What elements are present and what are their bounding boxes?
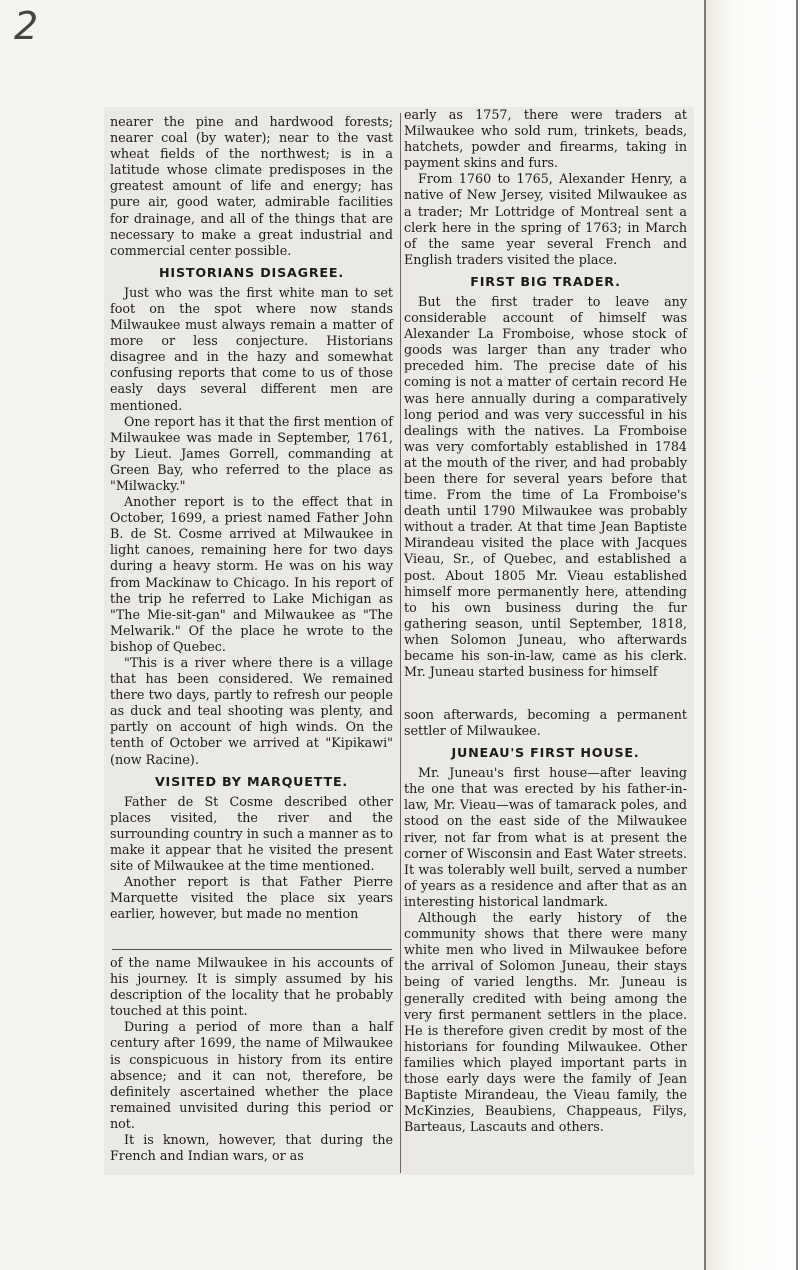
- paragraph: From 1760 to 1765, Alexander Henry, a native of New Jersey, visited Milwaukee as a trader; Mr Lottridge of Montreal sent a clerk here in the spring of 1763; in March of the same year several French and English traders visited the place.: [404, 171, 687, 267]
- newspaper-clipping: [104, 107, 694, 1175]
- paragraph: soon afterwards, becoming a permanent settler of Milwaukee.: [404, 707, 687, 739]
- heading-visited-by-marquette: VISITED BY MARQUETTE.: [154, 773, 349, 789]
- paragraph: of the name Milwaukee in his accounts of his journey. It is simply assumed by his description of the locality that he probably touched at this point.: [110, 955, 393, 1019]
- page-edge-line-right: [796, 0, 798, 1270]
- paragraph: During a period of more than a half century after 1699, the name of Milwaukee is conspicuous in history from its entire absence; and it can not, therefore, be definitely ascertained whether the place remained unvisited during this period or not.: [110, 1019, 393, 1131]
- left-column: [110, 114, 393, 922]
- left-intro-paragraph: nearer the pine and hardwood forests; nearer coal (by water); near to the vast wheat fields of the northwest; is in a latitude whose climate predisposes in the greatest amount of life and energy; has pure air, good water, admirable facilities for drainage, and all of the things that are necessary to make a great industrial and commercial center possible.: [110, 114, 393, 258]
- left-lower-block: [110, 955, 393, 1164]
- paragraph: But the first trader to leave any considerable account of himself was Alexander La Fromboise, whose stock of goods was larger than any trader who preceded him. The precise date of his coming is not a matter of certain record He was here annually during a comparatively long period and was very successful in his dealings with the natives. La Fromboise was very comfortably established in 1784 at the mouth of the river, and had probably been there for several years before that time. From the time of La Fromboise's death until 1790 Milwaukee was probably without a trader. At that time Jean Baptiste Mirandeau visited the place with Jacques Vieau, Sr., of Quebec, and established a post. About 1805 Mr. Vieau established himself more permanently here, attending to his own business during the fur gathering season, until September, 1818, when Solomon Juneau, who afterwards became his son-in-law, came as his clerk. Mr. Juneau started business for himself: [404, 293, 687, 680]
- paragraph: It is known, however, that during the French and Indian wars, or as: [110, 1132, 393, 1164]
- column-divider: [400, 113, 401, 1173]
- heading-historians-disagree: HISTORIANS DISAGREE.: [159, 264, 344, 280]
- right-column: [404, 107, 687, 680]
- paragraph: Another report is that Father Pierre Marquette visited the place six years earlier, however, but made no mention: [110, 874, 393, 922]
- paragraph: Mr. Juneau's first house—after leaving the one that was erected by his father-in-law, Mr. Vieau—was of tamarack poles, and stood on the east side of the Milwaukee river, not far from what is at present the corner of Wisconsin and East Water streets. It was tolerably well built, served a number of years as a residence and after that as an interesting historical landmark.: [404, 765, 687, 909]
- heading-first-big-trader: FIRST BIG TRADER.: [470, 273, 621, 289]
- page-edge: [704, 0, 800, 1270]
- page-number: 2: [14, 4, 39, 48]
- paragraph: One report has it that the first mention of Milwaukee was made in September, 1761, by Lieut. James Gorrell, commanding at Green Bay, who referred to the place as "Milwacky.": [110, 413, 393, 493]
- page-edge-line: [704, 0, 706, 1270]
- paragraph: Although the early history of the community shows that there were many white men who lived in Milwaukee before the arrival of Solomon Juneau, their stays being of varied lengths. Mr. Juneau is generally credited with being among the very first permanent settlers in the place. He is therefore given credit by most of the historians for founding Milwaukee. Other families which played important parts in those early days were the family of Jean Baptiste Mirandeau, the Vieau family, the McKinzies, Beaubiens, Chappeaus, Filys, Barteaus, Lascauts and others.: [404, 910, 687, 1135]
- right-lower-block: [404, 707, 687, 1135]
- paragraph: Just who was the first white man to set foot on the spot where now stands Milwaukee must always remain a matter of more or less conjecture. Historians disagree and in the hazy and somewhat confusing reports that come to us of those easly days several different men are mentioned.: [110, 284, 393, 413]
- right-intro-paragraph: early as 1757, there were traders at Milwaukee who sold rum, trinkets, beads, hatchets, powder and firearms, taking in payment skins and furs.: [404, 107, 687, 171]
- column-break-rule: [112, 949, 392, 950]
- quote-paragraph: "This is a river where there is a village that has been considered. We remained there two days, partly to refresh our people as duck and teal shooting was plenty, and partly on account of high winds. On the tenth of October we arrived at "Kipikawi" (now Racine).: [110, 655, 393, 767]
- paragraph: Another report is to the effect that in October, 1699, a priest named Father John B. de St. Cosme arrived at Milwaukee in light canoes, remaining here for two days during a heavy storm. He was on his way from Mackinaw to Chicago. In his report of the trip he referred to Lake Michigan as "The Mie-sit-gan" and Milwaukee as "The Melwarik." Of the place he wrote to the bishop of Quebec.: [110, 494, 393, 654]
- heading-juneaus-first-house: JUNEAU'S FIRST HOUSE.: [451, 745, 640, 761]
- paragraph: Father de St Cosme described other places visited, the river and the surrounding country in such a manner as to make it appear that he visited the present site of Milwaukee at the time mentioned.: [110, 793, 393, 874]
